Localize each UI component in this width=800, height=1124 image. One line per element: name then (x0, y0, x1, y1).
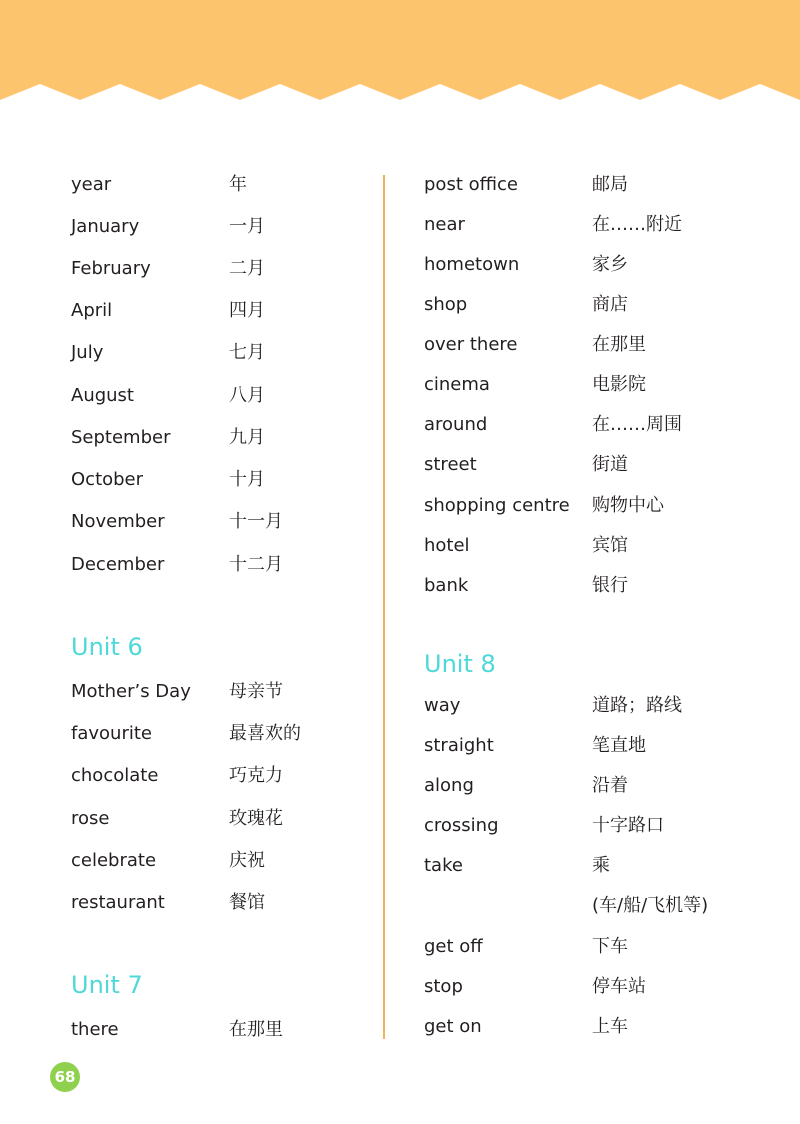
english-word: stop (424, 976, 463, 997)
chinese-meaning: 十字路口 (592, 815, 664, 836)
chinese-meaning: 笔直地 (592, 735, 646, 756)
english-word: over there (424, 334, 518, 355)
chinese-meaning: 购物中心 (592, 495, 664, 516)
english-word: February (71, 258, 151, 279)
chinese-meaning: 上车 (592, 1016, 628, 1037)
english-word: take (424, 855, 463, 876)
english-word: shop (424, 294, 468, 315)
english-word: year (71, 174, 112, 195)
page-number-badge: 68 (50, 1062, 80, 1092)
english-word: get off (424, 936, 483, 957)
english-word: July (71, 342, 104, 363)
header-banner (0, 0, 800, 104)
chinese-meaning: 乘 (592, 855, 610, 876)
chinese-meaning: 邮局 (592, 174, 628, 195)
chinese-meaning: 在那里 (229, 1019, 283, 1040)
chinese-meaning: 一月 (229, 216, 265, 237)
english-word: near (424, 214, 465, 235)
english-word: post office (424, 174, 518, 195)
chinese-meaning: 母亲节 (229, 681, 283, 702)
chinese-meaning: 下车 (592, 936, 628, 957)
column-divider (383, 175, 385, 1039)
english-word: September (71, 427, 171, 448)
chinese-meaning: 沿着 (592, 775, 628, 796)
chinese-meaning: 庆祝 (229, 850, 265, 871)
english-word: cinema (424, 374, 490, 395)
unit-heading: Unit 8 (424, 650, 496, 678)
english-word: along (424, 775, 474, 796)
chinese-meaning: 四月 (229, 300, 265, 321)
chinese-meaning: 在……周围 (592, 414, 682, 435)
english-word: hometown (424, 254, 520, 275)
english-word: get on (424, 1016, 482, 1037)
english-word: favourite (71, 723, 152, 744)
chinese-meaning: 街道 (592, 454, 628, 475)
chinese-meaning: 九月 (229, 427, 265, 448)
english-word: street (424, 454, 477, 475)
chinese-meaning: 巧克力 (229, 765, 283, 786)
chinese-meaning: 道路；路线 (592, 695, 682, 716)
chinese-meaning: 商店 (592, 294, 628, 315)
chinese-meaning: 餐馆 (229, 892, 265, 913)
chinese-meaning: 七月 (229, 342, 265, 363)
chinese-meaning: 十一月 (229, 511, 283, 532)
english-word: hotel (424, 535, 470, 556)
english-word: bank (424, 575, 469, 596)
chinese-meaning: 宾馆 (592, 535, 628, 556)
english-word: August (71, 385, 134, 406)
chinese-meaning: 年 (229, 174, 247, 195)
chinese-meaning: 停车站 (592, 976, 646, 997)
chinese-meaning: (车/船/飞机等) (592, 895, 709, 916)
english-word: December (71, 554, 165, 575)
english-word: crossing (424, 815, 499, 836)
chinese-meaning: 在那里 (592, 334, 646, 355)
unit-heading: Unit 7 (71, 971, 143, 999)
english-word: around (424, 414, 488, 435)
english-word: shopping centre (424, 495, 570, 516)
chinese-meaning: 二月 (229, 258, 265, 279)
english-word: November (71, 511, 165, 532)
english-word: Mother’s Day (71, 681, 191, 702)
chinese-meaning: 最喜欢的 (229, 723, 301, 744)
english-word: January (71, 216, 140, 237)
english-word: there (71, 1019, 119, 1040)
english-word: celebrate (71, 850, 157, 871)
chinese-meaning: 八月 (229, 385, 265, 406)
english-word: straight (424, 735, 494, 756)
chinese-meaning: 十月 (229, 469, 265, 490)
english-word: April (71, 300, 113, 321)
zigzag-banner-shape (0, 0, 800, 104)
chinese-meaning: 在……附近 (592, 214, 682, 235)
chinese-meaning: 银行 (592, 575, 628, 596)
chinese-meaning: 十二月 (229, 554, 283, 575)
english-word: rose (71, 808, 110, 829)
english-word: restaurant (71, 892, 165, 913)
english-word: way (424, 695, 461, 716)
chinese-meaning: 玫瑰花 (229, 808, 283, 829)
chinese-meaning: 家乡 (592, 254, 628, 275)
chinese-meaning: 电影院 (592, 374, 646, 395)
english-word: October (71, 469, 144, 490)
english-word: chocolate (71, 765, 159, 786)
unit-heading: Unit 6 (71, 633, 143, 661)
